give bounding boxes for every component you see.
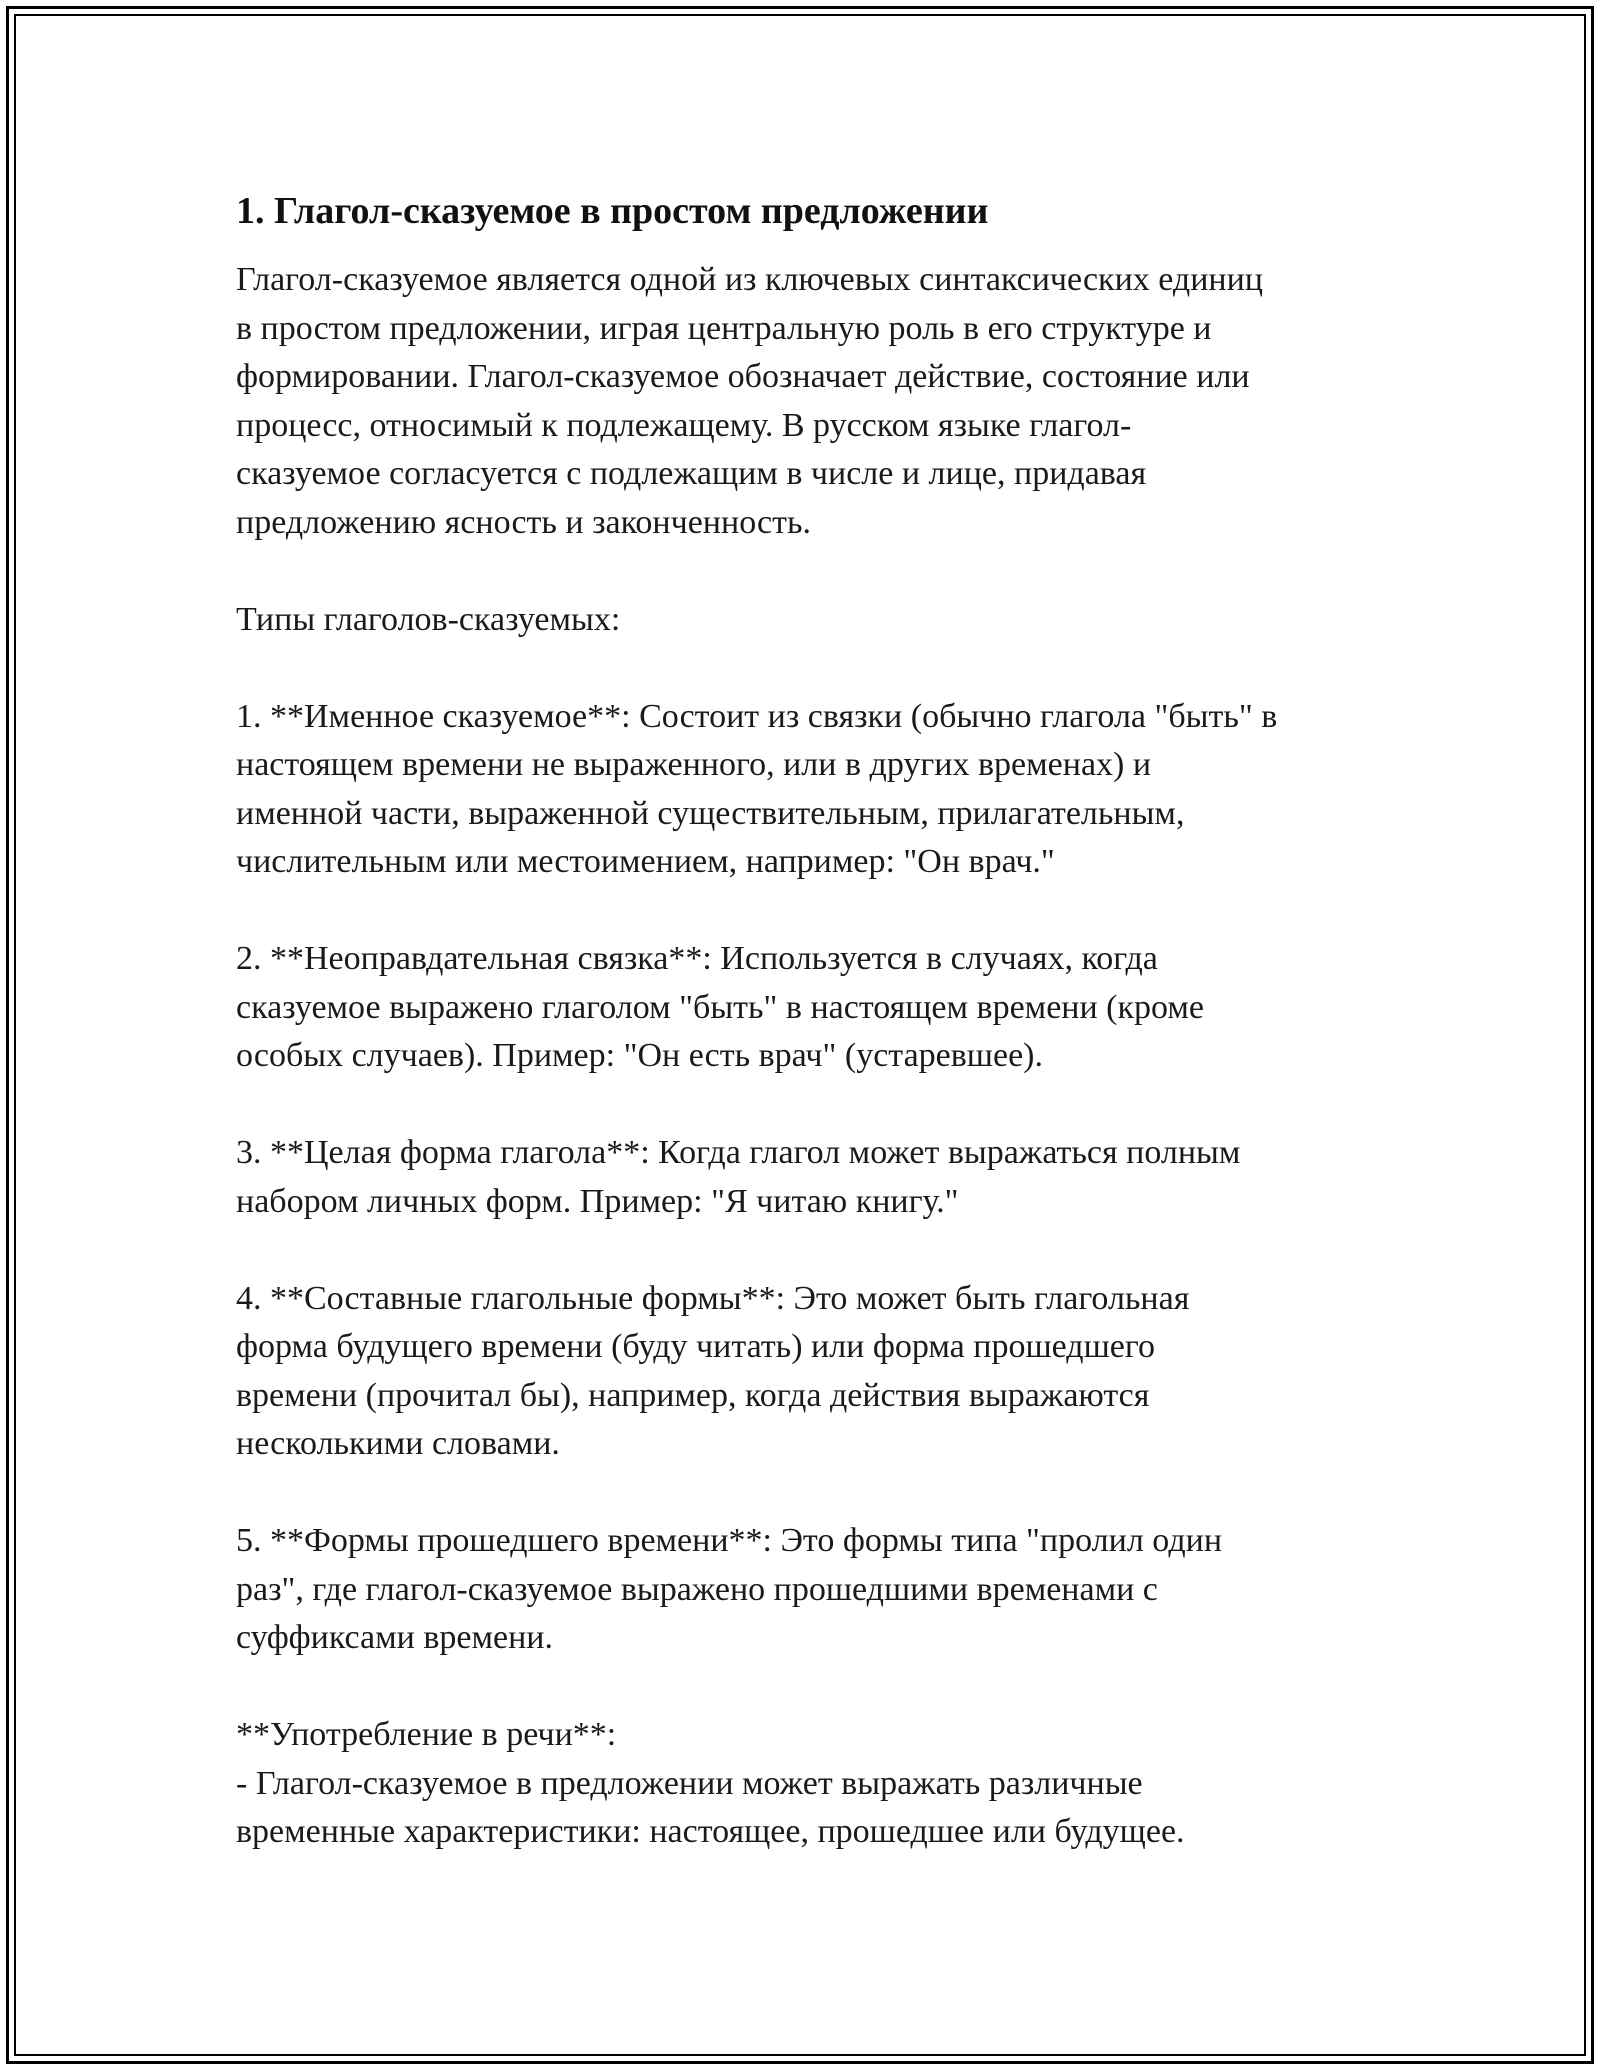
text-line: несколькими словами. [236, 1425, 560, 1462]
text-line: 3. **Целая форма глагола**: Когда глагол может выражаться полным [236, 1134, 1241, 1171]
text-line: Глагол-сказуемое является одной из ключевых синтаксических единиц [236, 261, 1263, 298]
document-body [236, 186, 1366, 1857]
text-line: 5. **Формы прошедшего времени**: Это формы типа "пролил один [236, 1522, 1223, 1559]
list-item-2 [236, 935, 1366, 1081]
text-line: 1. **Именное сказуемое**: Состоит из связки (обычно глагола "быть" в [236, 697, 1278, 735]
text-line: настоящем времени не выраженного, или в других временах) и [236, 746, 1152, 783]
text-line: предложению ясность и законченность. [236, 503, 811, 541]
text-line: сказуемое выражено глаголом "быть" в настоящем времени (кроме [236, 988, 1204, 1026]
text-line: времени (прочитал бы), например, когда действия выражаются [236, 1376, 1150, 1414]
text-line: процесс, относимый к подлежащему. В русском языке глагол- [236, 406, 1132, 444]
list-item-5 [236, 1517, 1366, 1663]
list-item-1 [236, 693, 1366, 887]
text-line: раз", где глагол-сказуемое выражено прошедшими временами с [236, 1570, 1158, 1608]
usage-section [236, 1711, 1366, 1857]
section-heading: 1. Глагол-сказуемое в простом предложении [236, 190, 989, 232]
intro-paragraph [236, 256, 1366, 547]
text-line: особых случаев). Пример: "Он есть врач" (устаревшее). [236, 1037, 1043, 1074]
text-line: сказуемое согласуется с подлежащим в числе и лице, придавая [236, 455, 1147, 492]
list-item-4 [236, 1275, 1366, 1469]
text-line: числительным или местоимением, например: "Он врач." [236, 843, 1055, 880]
text-line: временные характеристики: настоящее, прошедшее или будущее. [236, 1813, 1185, 1850]
text-line: Типы глаголов-сказуемых: [236, 600, 621, 638]
text-line: именной части, выраженной существительным, прилагательным, [236, 794, 1185, 832]
text-line: 4. **Составные глагольные формы**: Это может быть глагольная [236, 1279, 1190, 1317]
list-item-3 [236, 1129, 1366, 1226]
text-line: суффиксами времени. [236, 1619, 553, 1656]
text-line: в простом предложении, играя центральную роль в его структуре и [236, 309, 1212, 347]
text-line: набором личных форм. Пример: "Я читаю книгу." [236, 1182, 959, 1220]
text-line: - Глагол-сказуемое в предложении может выражать различные [236, 1764, 1143, 1802]
text-line: 2. **Неоправдательная связка**: Используется в случаях, когда [236, 940, 1158, 977]
text-line: форма будущего времени (буду читать) или форма прошедшего [236, 1328, 1155, 1365]
text-line: **Употребление в речи**: [236, 1716, 617, 1753]
text-line: формировании. Глагол-сказуемое обозначает действие, состояние или [236, 358, 1250, 395]
types-title [236, 596, 1366, 645]
